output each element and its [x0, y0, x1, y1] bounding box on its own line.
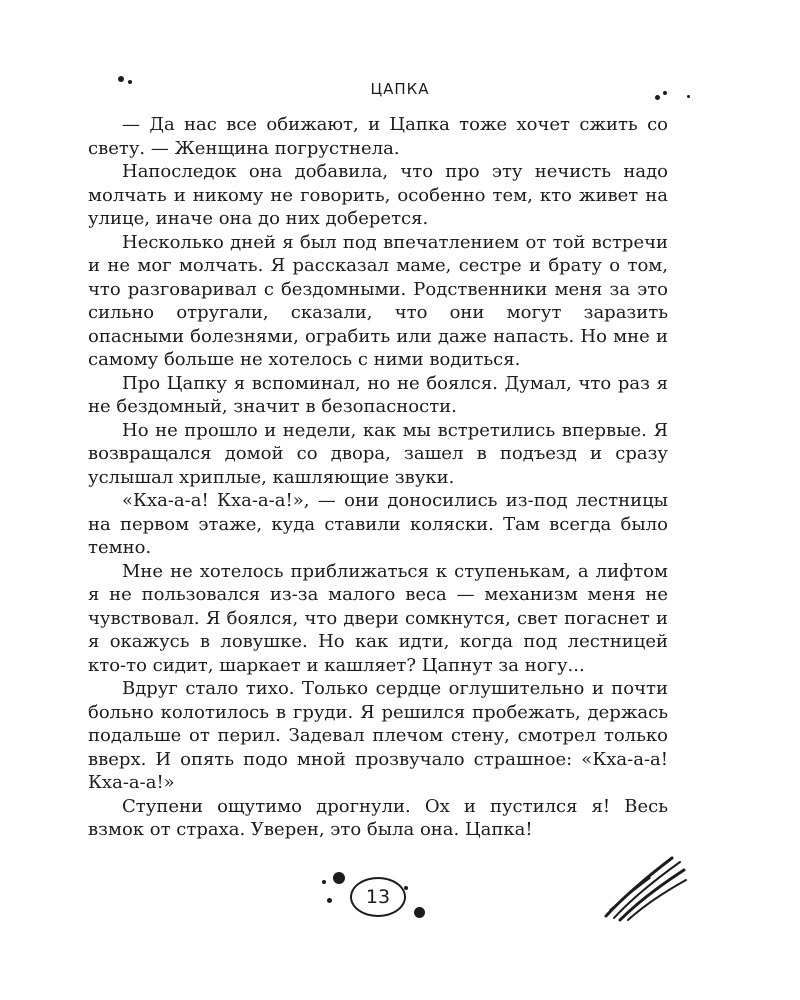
- body-text: [88, 113, 668, 842]
- paragraph: Вдруг стало тихо. Только сердце оглушительно и почти больно колотилось в груди. Я решился пробежать, держась подальше от перил. Задевал плечом стену, смотрел только вверх. И опять подо мной прозвучало страшное: «Кха-а-а! Кха-а-а!»: [88, 678, 668, 793]
- ink-blot-decoration: [322, 880, 326, 884]
- paragraph: Про Цапку я вспоминал, но не боялся. Думал, что раз я не бездомный, значит в безопасности.: [88, 372, 668, 417]
- paragraph: Напоследок она добавила, что про эту нечисть надо молчать и никому не говорить, особенно тем, кто живет на улице, иначе она до них доберется.: [88, 161, 668, 229]
- ink-blot-decoration: [327, 898, 332, 903]
- paragraph: Ступени ощутимо дрогнули. Ох и пустился я! Весь взмок от страха. Уверен, это была она. Цапка!: [88, 795, 668, 840]
- page-number: 13: [350, 877, 406, 917]
- running-title: ЦАПКА: [370, 80, 430, 98]
- ink-blot-decoration: [414, 907, 425, 918]
- paragraph: — Да нас все обижают, и Цапка тоже хочет сжить со свету. — Женщина погрустнела.: [88, 114, 668, 159]
- paragraph: Но не прошло и недели, как мы встретились впервые. Я возвращался домой со двора, зашел в подъезд и сразу услышал хриплые, кашляющие звуки.: [88, 419, 668, 488]
- ink-blot-decoration: [404, 886, 408, 890]
- ink-blot-decoration: [333, 872, 345, 884]
- paragraph: «Кха-а-а! Кха-а-а!», — они доносились из-под лестницы на первом этаже, куда ставили коляски. Там всегда было темно.: [88, 490, 668, 558]
- paragraph: Мне не хотелось приближаться к ступенькам, а лифтом я не пользовался из-за малого веса — механизм меня не чувствовал. Я боялся, что двери сомкнутся, свет погаснет и я окажусь в ловушке. Но как идти, когда под лестницей кто-то сидит, шаркает и кашляет? Цапнут за ногу...: [88, 560, 668, 676]
- paragraph: Несколько дней я был под впечатлением от той встречи и не мог молчать. Я рассказал маме, сестре и брату о том, что разговаривал с бездомными. Родственники меня за это сильно отругали, сказали, что они могут заразить опасными болезнями, ограбить или даже напасть. Но мне и самому больше не хотелось с ними водиться.: [88, 231, 668, 370]
- claw-scratch-icon: [600, 852, 690, 922]
